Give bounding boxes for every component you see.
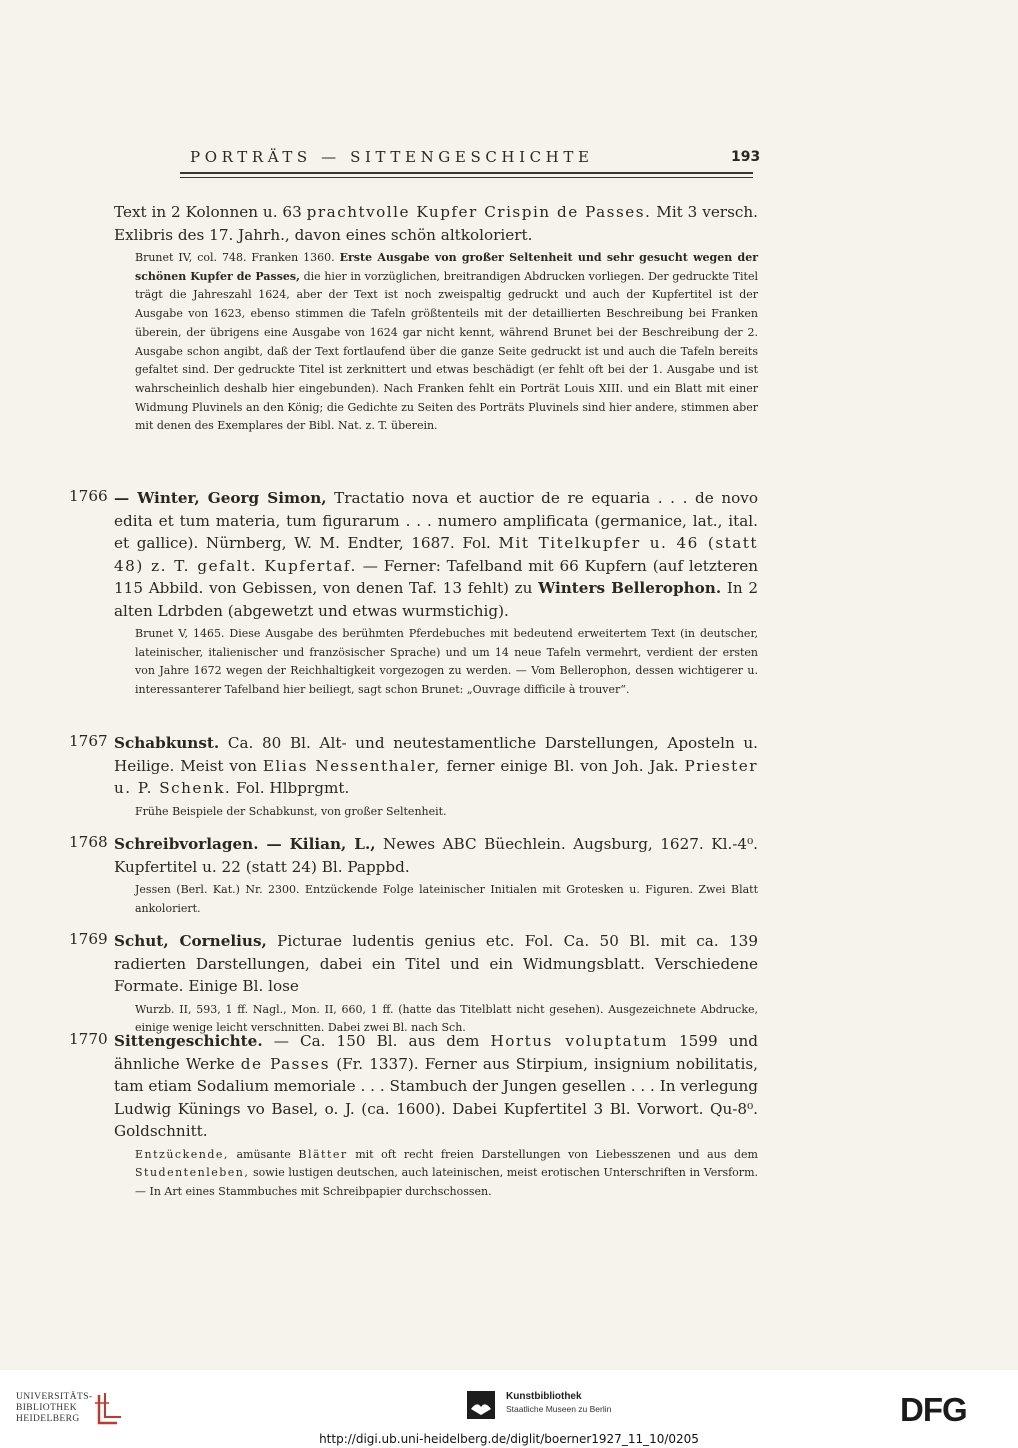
- entry-text-segment: In 2 alten Ldrbden (abgewetzt und etwas wurmstichig).: [114, 579, 758, 620]
- kunstbibliothek-subtitle: Staatliche Museen zu Berlin: [506, 1404, 612, 1414]
- entry-number: 1768: [69, 833, 108, 851]
- entry-number: 1770: [69, 1030, 108, 1048]
- continuation-text: Text in 2 Kolonnen u. 63: [114, 203, 307, 221]
- entry-number: 1769: [69, 930, 108, 948]
- entry-text-segment: Winters Bellerophon.: [538, 579, 722, 597]
- entry-main-text: [114, 833, 758, 878]
- entry-text-segment: Schreibvorlagen. — Kilian, L.,: [114, 835, 376, 853]
- continuation-entry: [114, 201, 758, 436]
- note-ref: Brunet IV, col. 748. Franken 1360.: [135, 251, 340, 264]
- entry-text-segment: Schabkunst.: [114, 734, 220, 752]
- entry-text-segment: Sittengeschichte.: [114, 1032, 263, 1050]
- entry-text-segment: Tractatio nova et auctior de re equaria . . . de novo edita et tum materia, tum figurarum . . . numero amplificata (germanice, lat., ital. et gallice). Nürnberg, W. M. Endter, 1687. Fol.: [114, 489, 758, 552]
- entry-text-segment: Fol. Hlbprgmt.: [231, 779, 350, 797]
- ub-line-3: HEIDELBERG: [16, 1414, 80, 1424]
- continuation-spaced: prachtvolle Kupfer Crispin de Passes.: [306, 203, 652, 221]
- entry-text-segment: Schut, Cornelius,: [114, 932, 267, 950]
- entry-note: Jessen (Berl. Kat.) Nr. 2300. Entzückende Folge lateinischer Initialen mit Grotesken u. Figuren. Zwei Blatt ankoloriert.: [135, 883, 758, 915]
- catalog-entry: [69, 1030, 759, 1202]
- kunstbibliothek-eagle-icon: [467, 1391, 495, 1419]
- ub-line-1: UNIVERSITÄTS-: [16, 1392, 93, 1402]
- page-number: 193: [731, 149, 761, 165]
- header-rule-thin: [180, 177, 753, 178]
- entry-main-text: [114, 487, 758, 622]
- entry-text-segment: Mit Titelkupfer u. 46 (statt 48) z. T. gefalt. Kupfertaf.: [114, 534, 758, 575]
- kunstbibliothek-title: Kunstbibliothek: [506, 1391, 582, 1402]
- continuation-main: [114, 201, 758, 246]
- note-text: die hier in vorzüglichen, breitrandigen Abdrucken vorliegen. Der gedruckte Titel trägt die Jahreszahl 1624, aber der Text ist noch zweispaltig gedruckt und auch der Kupfertitel ist der Ausgabe von 1623, ebenso stimmen die Tafeln größtenteils mit der detaillierten Beschreibung bei Franken überein, der übrigens eine Ausgabe von 1624 gar nicht kennt, während Brunet bei der Beschreibung der 2. Ausgabe schon angibt, daß der Text fortlaufend über die ganze Seite gedruckt ist und auch die Tafeln bereits gefaltet sind. Der gedruckte Titel ist zerknittert und etwas beschädigt (er fehlt oft bei der 1. Ausgabe und ist wahrscheinlich deshalb hier eingebunden). Nach Franken fehlt ein Porträt Louis XIII. und ein Blatt mit einer Widmung Pluvinels an den König; die Gedichte zu Seiten des Porträts Pluvinels sind hier andere, stimmen aber mit denen des Exemplares der Bibl. Nat. z. T. überein.: [135, 269, 758, 433]
- catalog-entry: [69, 930, 758, 1038]
- entry-note: Frühe Beispiele der Schabkunst, von großer Seltenheit.: [135, 804, 447, 818]
- entry-main-text: [114, 732, 758, 800]
- entry-note: Brunet V, 1465. Diese Ausgabe des berühmten Pferdebuches mit bedeutend erweitertem Text (in deutscher, lateinischer, italienischer und französischer Sprache) und um 14 neue Tafeln vermehrt, verdient der ersten von Jahre 1672 wegen der Reichhaltigkeit vorgezogen zu werden. — Vom Bellerophon, dessen wichtigerer u. interessanterer Tafelband hier beiliegt, sagt schon Brunet: „Ouvrage difficile à trouver“.: [135, 627, 758, 697]
- header-rule-thick: [180, 172, 753, 174]
- entry-note: [135, 1146, 758, 1202]
- entry-text-segment: — Winter, Georg Simon,: [114, 489, 327, 507]
- entry-note-segment: amüsante: [228, 1147, 299, 1161]
- entry-main-text: [114, 930, 758, 998]
- entry-text-segment: Picturae ludentis genius etc. Fol. Ca. 50 Bl. mit ca. 139 radierten Darstellungen, dabei ein Titel und ein Widmungsblatt. Verschiedene Formate. Einige Bl. lose: [114, 932, 758, 995]
- entry-number: 1766: [69, 487, 108, 505]
- ub-emblem-icon: [93, 1391, 123, 1427]
- running-title: PORTRÄTS — SITTENGESCHICHTE: [190, 148, 594, 166]
- dfg-logo: DFG: [900, 1391, 967, 1428]
- entry-text-segment: de Passes: [240, 1054, 331, 1073]
- entry-text-segment: Priester u. P. Schenk.: [114, 756, 758, 797]
- entry-text-segment: Elias Nessenthaler,: [262, 756, 441, 775]
- note-bold: Erste Ausgabe von großer Seltenheit und sehr gesucht wegen der schönen Kupfer de Passes,: [135, 251, 759, 283]
- ub-heidelberg-logo: [16, 1392, 92, 1425]
- entry-text-segment: (Fr. 1337). Ferner aus Stirpium, insignium nobilitatis, tam etiam Sodalium memoriale . . . Stambuch der Jungen gesellen . . . In verlegung Ludwig Künings vo Basel, o. J. (ca. 1600). Dabei Kupfertitel 3 Bl. Vorwort. Qu-8⁰. Goldschnitt.: [114, 1054, 758, 1140]
- entry-note-segment: Studentenleben,: [135, 1166, 250, 1180]
- entry-text-segment: Ca. 80 Bl. Alt- und neutestamentliche Darstellungen, Aposteln u. Heilige. Meist von: [114, 734, 758, 775]
- entry-note-segment: Entzückende,: [135, 1147, 229, 1161]
- entry-number: 1767: [69, 732, 108, 750]
- source-url[interactable]: http://digi.ub.uni-heidelberg.de/diglit/boerner1927_11_10/0205: [319, 1432, 699, 1446]
- entry-text-segment: — Ferner: Tafelband mit 66 Kupfern (auf letzteren 115 Abbild. von Gebissen, von denen Taf. 13 fehlt) zu: [114, 556, 758, 597]
- entry-note-segment: mit oft recht freien Darstellungen von Liebesszenen und aus dem: [347, 1147, 758, 1161]
- entry-text-segment: ferner einige Bl. von Joh. Jak.: [440, 756, 685, 775]
- entry-note-segment: sowie lustigen deutschen, auch lateinischen, meist erotischen Unterschriften in Versform. — In Art eines Stammbuches mit Schreibpapier durchschossen.: [135, 1166, 758, 1198]
- entry-note: Wurzb. II, 593, 1 ff. Nagl., Mon. II, 660, 1 ff. (hatte das Titelblatt nicht gesehen). Ausgezeichnete Abdrucke, einige wenige leicht verschnitten. Dabei zwei Bl. nach Sch.: [135, 1002, 758, 1035]
- entry-text-segment: — Ca. 150 Bl. aus dem: [262, 1032, 491, 1050]
- catalog-entry: [69, 487, 758, 700]
- entry-text-segment: 1599 und ähnliche Werke: [114, 1032, 759, 1073]
- catalog-entry: [69, 732, 758, 821]
- continuation-text-2: Mit 3 versch. Exlibris des 17. Jahrh., davon eines schön altkoloriert.: [114, 203, 758, 244]
- entry-text-segment: Newes ABC Büechlein. Augsburg, 1627. Kl.-4⁰. Kupfertitel u. 22 (statt 24) Bl. Pappbd.: [114, 835, 758, 876]
- entry-text-segment: Hortus voluptatum: [490, 1032, 668, 1050]
- catalog-entry: [69, 833, 758, 918]
- continuation-note: [135, 249, 758, 436]
- entry-main-text: [114, 1030, 758, 1143]
- ub-line-2: BIBLIOTHEK: [16, 1403, 77, 1413]
- entry-note-segment: Blätter: [298, 1147, 348, 1161]
